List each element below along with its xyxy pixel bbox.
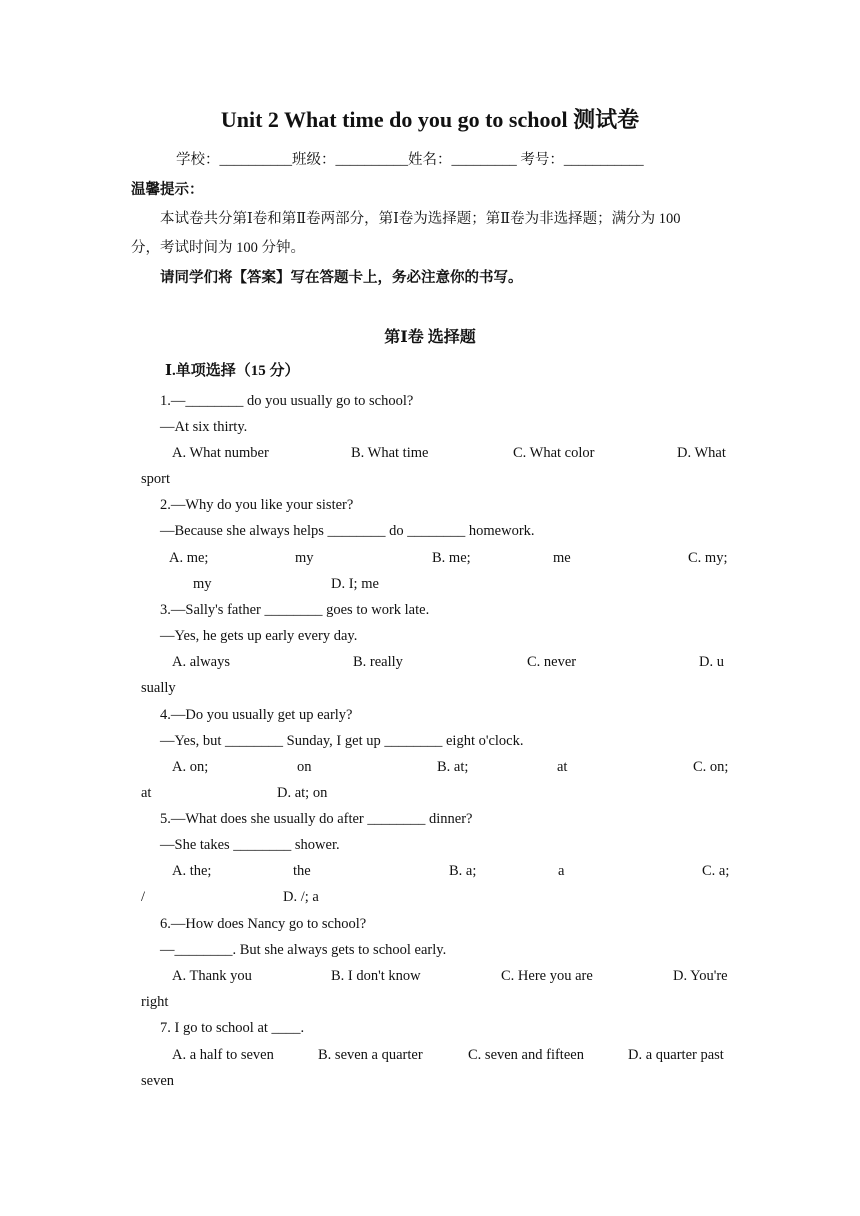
tip-heading: 温馨提示： [131, 182, 204, 198]
q3-option-b: B. really [353, 654, 403, 670]
q1-reply: —At six thirty. [160, 419, 248, 435]
section-title: 第Ⅰ卷 选择题 [384, 329, 476, 346]
q3-option-c: C. never [527, 654, 577, 670]
q1-option-wrap: sport [141, 471, 170, 487]
q5-reply: —She takes ________ shower. [160, 837, 340, 853]
intro-line-2: 分，考试时间为 100 分钟。 [131, 240, 305, 256]
q3-option-wrap: sually [141, 680, 176, 696]
q6-option-b: B. I don't know [331, 968, 421, 984]
q5-option-c: C. a; [702, 863, 730, 879]
q4-option-c: C. on; [693, 759, 729, 775]
q3-option-a: A. always [172, 654, 230, 670]
q7-option-wrap: seven [141, 1073, 175, 1089]
q5-stem: 5.—What does she usually do after ________ dinner? [160, 811, 473, 827]
q1-option-b: B. What time [351, 445, 429, 461]
q2-option-b-second: me [553, 550, 571, 566]
q2-option-a: A. me; [169, 550, 209, 566]
q2-option-c: C. my; [688, 550, 728, 566]
q6-reply: —________. But she always gets to school early. [160, 942, 447, 958]
q3-reply: —Yes, he gets up early every day. [160, 628, 358, 644]
q4-option-a: A. on; [172, 759, 209, 775]
q7-option-d: D. a quarter past [628, 1047, 724, 1063]
q5-option-c-second: / [141, 889, 146, 905]
notice-line: 请同学们将【答案】写在答题卡上，务必注意你的书写。 [160, 270, 523, 286]
q3-option-d: D. u [699, 654, 724, 670]
q4-option-c-second: at [141, 785, 152, 801]
q6-option-c: C. Here you are [501, 968, 593, 984]
q2-stem: 2.—Why do you like your sister? [160, 497, 354, 513]
q4-reply: —Yes, but ________ Sunday, I get up ________ eight o'clock. [160, 733, 524, 749]
q7-stem: 7. I go to school at ____. [160, 1020, 305, 1036]
q2-option-a-second: my [295, 550, 314, 566]
q6-option-a: A. Thank you [172, 968, 252, 984]
q1-option-c: C. What color [513, 445, 595, 461]
q4-option-d: D. at; on [277, 785, 328, 801]
q5-option-a: A. the; [172, 863, 212, 879]
q6-option-wrap: right [141, 994, 169, 1010]
q1-stem: 1.—________ do you usually go to school? [160, 393, 414, 409]
q5-option-a-second: the [293, 863, 311, 879]
q2-option-d: D. I; me [331, 576, 379, 592]
q4-option-b-second: at [557, 759, 568, 775]
student-info-line: 学校：__________班级：__________姓名：_________ 考号：___________ [176, 152, 644, 168]
part-title: Ⅰ.单项选择（15 分） [165, 363, 300, 379]
q6-stem: 6.—How does Nancy go to school? [160, 916, 367, 932]
q2-option-b: B. me; [432, 550, 471, 566]
q7-option-c: C. seven and fifteen [468, 1047, 584, 1063]
q2-option-c-second: my [193, 576, 212, 592]
q7-option-a: A. a half to seven [172, 1047, 274, 1063]
q1-option-d: D. What [677, 445, 726, 461]
q1-option-a: A. What number [172, 445, 269, 461]
q3-stem: 3.—Sally's father ________ goes to work late. [160, 602, 430, 618]
q5-option-b-second: a [558, 863, 565, 879]
intro-line-1: 本试卷共分第Ⅰ卷和第Ⅱ卷两部分，第Ⅰ卷为选择题；第Ⅱ卷为非选择题；满分为 100 [160, 211, 681, 227]
q5-option-d: D. /; a [283, 889, 319, 905]
page-title: Unit 2 What time do you go to school 测试卷 [220, 107, 640, 132]
q7-option-b: B. seven a quarter [318, 1047, 423, 1063]
q5-option-b: B. a; [449, 863, 477, 879]
q4-option-a-second: on [297, 759, 312, 775]
q2-reply: —Because she always helps ________ do ________ homework. [160, 523, 535, 539]
q4-option-b: B. at; [437, 759, 469, 775]
q6-option-d: D. You're [673, 968, 728, 984]
q4-stem: 4.—Do you usually get up early? [160, 707, 353, 723]
